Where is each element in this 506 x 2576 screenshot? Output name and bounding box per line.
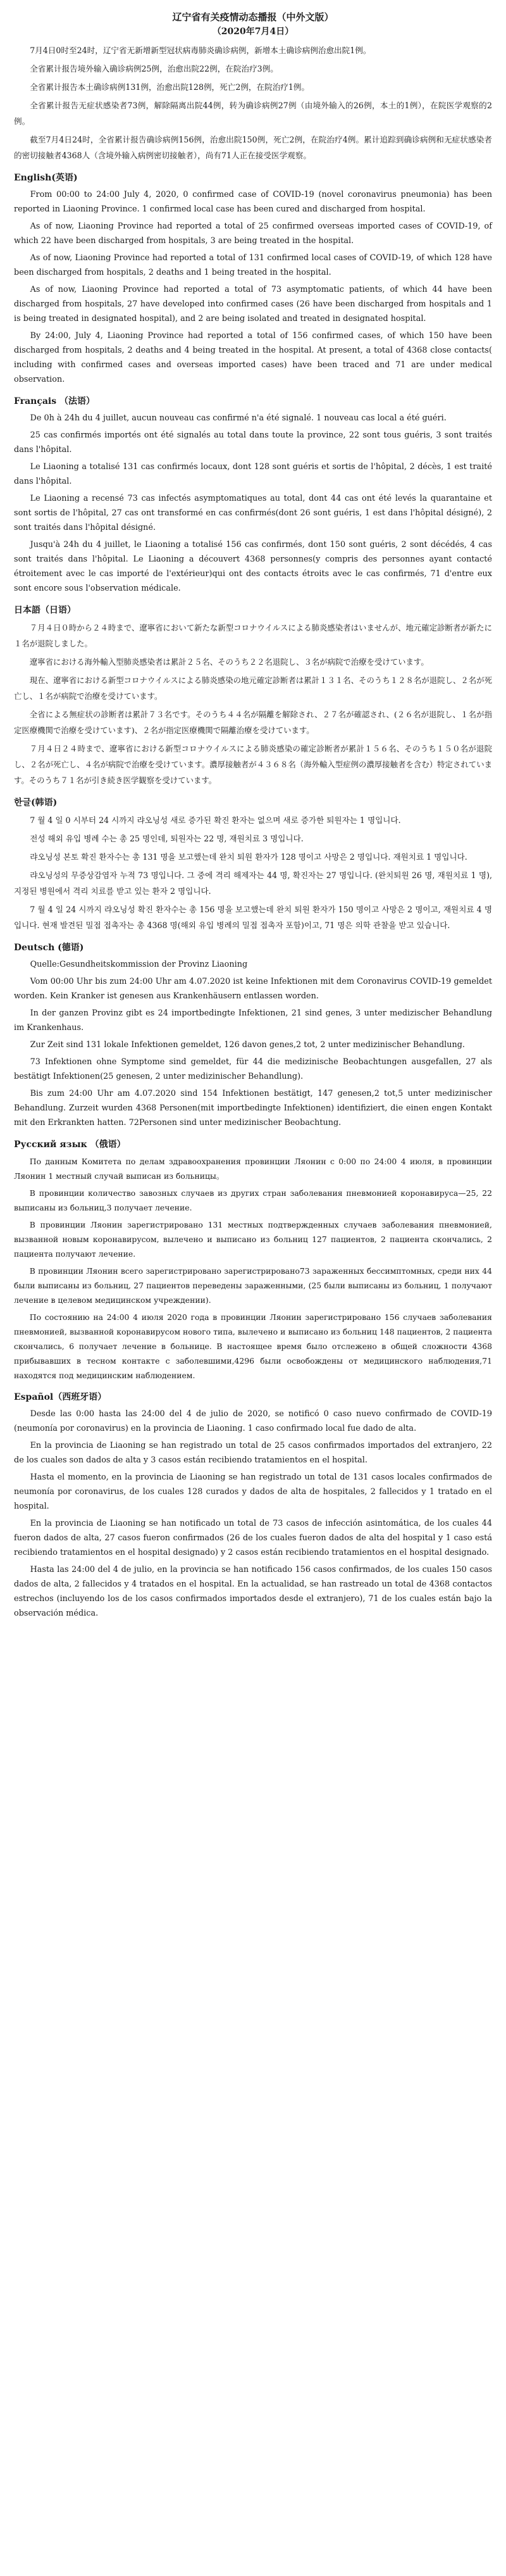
- paragraph: В провинции Ляонин всего зарегистрировано зарегистрировано73 зараженных бессимптомных, среди них 44 были выписаны из больниц, 27 пациентов переведены зараженными, (25 были выписаны из больниц, 1 получают лечение в целевом медицинском учреждении).: [14, 1266, 492, 1305]
- paragraph: En la provincia de Liaoning se han registrado un total de 25 casos confirmados importados del extranjero, 22 de los cuales son dados de alta y 3 casos están recibiendo tratamientos en el hospital.: [14, 1441, 492, 1465]
- paragraph: 전성 해외 유입 병례 수는 총 25 명인데, 퇴원자는 22 명, 재원치료 3 명입니다.: [30, 834, 304, 843]
- paragraph: 7 월 4 일 0 시부터 24 시까지 랴오닝성 새로 증가된 확진 환자는 없으며 새로 증가한 퇴원자는 1 명입니다.: [30, 815, 401, 825]
- paragraph: 7月4日0时至24时，辽宁省无新增新型冠状病毒肺炎确诊病例，新增本土确诊病例治愈出院1例。: [30, 46, 371, 55]
- section-ko: [14, 796, 492, 933]
- paragraph: In der ganzen Provinz gibt es 24 importbedingte Infektionen, 21 sind genes, 3 unter medizischer Behandlung im Krankenhaus.: [14, 1008, 492, 1033]
- paragraph: 랴오닝성의 무증상감염자 누적 73 명입니다. 그 중에 격리 해제자는 44 명, 확진자는 27 명입니다. (완치퇴원 26 명, 재원치료 1 명), 지정된 병원에서 격리 치료를 받고 있는 환자 2 명입니다.: [14, 870, 492, 896]
- paragraph: Le Liaoning a totalisé 131 cas confirmés locaux, dont 128 sont guéris et sortis de l'hôpital, 2 décès, 1 est traité dans l'hôpital.: [14, 462, 492, 486]
- paragraph: ７月４日２４時まで、遼寧省における新型コロナウイルスによる肺炎感染の確定診断者が累計１５６名、そのうち１５０名が退院し、２名が死亡し、４名が病院で治療を受けています。濃厚接触者が４３６８名（海外輸入型症例の濃厚接触者を含む）特定されています。そのうち７１名が引き続き医学観察を受けています。: [14, 744, 492, 785]
- section-de: [14, 941, 492, 1130]
- section-heading-es: Español（西班牙语）: [14, 1392, 107, 1402]
- paragraph: Bis zum 24:00 Uhr am 4.07.2020 sind 154 Infektionen bestätigt, 147 genesen,2 tot,5 unter medizinischer Behandlung. Zurzeit wurden 4368 Personen(mit importbedingte Infektionen) identifiziert, die einen engen Kontakt mit den Erkrankten hatten. 72Personen sind unter medizinischer Beobachtung.: [14, 1089, 492, 1128]
- paragraph: 25 cas confirmés importés ont été signalés au total dans toute la province, 22 sont tous guéris, 3 sont traités dans l'hôpital.: [14, 430, 492, 455]
- paragraph: По данным Комитета по делам здравоохранения провинции Ляонин с 0:00 по 24:00 4 июля, в провинции Ляонин 1 местный случай выписан из больницы。: [14, 1157, 492, 1181]
- paragraph: Hasta las 24:00 del 4 de julio, en la provincia se han notificado 156 casos confirmados, de los cuales 150 casos dados de alta, 2 fallecidos y 4 tratados en el hospital. En la actualidad, se han rastreado un total de 4368 contactos estrechos (incluyendo los de los casos confirmados importados desde el extranjero), 71 de los cuales están bajo la observación médica.: [14, 1565, 492, 1618]
- paragraph: As of now, Liaoning Province had reported a total of 25 confirmed overseas imported cases of COVID-19, of which 22 have been discharged from hospitals, 3 are being treated in the hospital.: [14, 222, 492, 246]
- paragraph: Jusqu'à 24h du 4 juillet, le Liaoning a totalisé 156 cas confirmés, dont 150 sont guéris, 2 sont décédés, 4 cas sont traités dans l'hôpital. Le Liaoning a découvert 4368 personnes(y compris des personnes ayant contacté étroitement avec le cas importé de l'extérieur)qui ont des contacts étroits avec le cas confirmés, 71 d'entre eux sont encore sous l'observation médicale.: [14, 540, 492, 593]
- section-heading-fr: Français （法语）: [14, 396, 95, 406]
- paragraph: Desde las 0:00 hasta las 24:00 del 4 de julio de 2020, se notificó 0 caso nuevo confirmado de COVID-19 (neumonía por coronavirus) en la provincia de Liaoning. 1 caso confirmado local fue dado de alta.: [14, 1409, 492, 1433]
- paragraph: Le Liaoning a recensé 73 cas infectés asymptomatiques au total, dont 44 cas ont été levés la quarantaine et sont sortis de l'hôpital, 27 cas ont transformé en cas confirmés(dont 26 sont guéris, 1 est dans l'hôpital désigné), 2 sont traités dans l'hôpital désigné.: [14, 494, 492, 532]
- bulletin-date: （2020年7月4日）: [212, 27, 294, 37]
- section-es: [14, 1390, 492, 1621]
- paragraph: 7 월 4 일 24 시까지 랴오닝성 확진 환자수는 총 156 명을 보고했는데 완치 퇴원 환자가 150 명이고 사망은 2 명이고, 재원치료 4 명입니다. 현재 발견된 밀접 접촉자는 총 4368 명(해외 유입 병례의 밀접 접촉자 포함)이고, 71 명은 의학 관찰을 받고 있습니다.: [14, 905, 492, 930]
- paragraph: 73 Infektionen ohne Symptome sind gemeldet, für 44 die medizinische Beobachtungen ausgefallen, 27 als bestätigt Infektionen(25 genesen, 2 unter medizinischer Behandlung).: [14, 1057, 492, 1081]
- section-heading-ko: 한글(韩语): [14, 798, 58, 808]
- bulletin-title: 辽宁省有关疫情动态播报（中外文版）: [172, 11, 334, 23]
- paragraph: By 24:00, July 4, Liaoning Province had reported a total of 156 confirmed cases, of which 150 have been discharged from hospitals, 2 deaths and 4 being treated in the hospital. At present, a total of 4368 close contacts( including with confirmed cases and overseas imported cases) have been traced and 71 are under medical observation.: [14, 331, 492, 384]
- section-heading-ru: Русский язык （俄语）: [14, 1140, 126, 1150]
- paragraph: Quelle:Gesundheitskommission der Provinz Liaoning: [30, 960, 248, 969]
- paragraph: En la provincia de Liaoning se han notificado un total de 73 casos de infección asintomática, de los cuales 44 fueron dados de alta, 27 casos fueron confirmados (26 de los cuales fueron dados de alta del hospital y 1 caso está recibiendo tratamientos en el hospital designado) y 2 casos están recibiendo tratamientos en el hospital designado.: [14, 1519, 492, 1557]
- section-zh: [14, 42, 492, 163]
- paragraph: 截至7月4日24时，全省累计报告确诊病例156例，治愈出院150例，死亡2例，在院治疗4例。累计追踪到确诊病例和无症状感染者的密切接触者4368人（含境外输入病例密切接触者），尚有71人正在接受医学观察。: [14, 135, 492, 160]
- paragraph: As of now, Liaoning Province had reported a total of 131 confirmed local cases of COVID-19, of which 128 have been discharged from hospitals, 2 deaths and 1 being treated in the hospital.: [14, 253, 492, 277]
- paragraph: 全省累计报告本土确诊病例131例，治愈出院128例，死亡2例，在院治疗1例。: [30, 82, 310, 92]
- paragraph: В провинции Ляонин зарегистрировано 131 местных подтвержденных случаев заболевания пневмонией, вызванной новым коронавирусом, вылечено и выписано из больниц 127 пациентов, 2 пациента скончались, 2 пациента получают лечение.: [14, 1220, 492, 1259]
- section-ru: [14, 1138, 492, 1383]
- section-heading-en: English(英语): [14, 173, 78, 183]
- paragraph: From 00:00 to 24:00 July 4, 2020, 0 confirmed case of COVID-19 (novel coronavirus pneumonia) has been reported in Liaoning Province. 1 confirmed local case has been cured and discharged from hospital.: [14, 190, 492, 214]
- paragraph: ７月４日０時から２４時まで、遼寧省において新たな新型コロナウイルスによる肺炎感染者はいませんが、地元確定診断者が新たに１名が退院しました。: [14, 623, 492, 648]
- paragraph: Zur Zeit sind 131 lokale Infektionen gemeldet, 126 davon genes,2 tot, 2 unter medizinischer Behandlung.: [30, 1040, 465, 1050]
- paragraph: 現在、遼寧省における新型コロナウイルスによる肺炎感染の地元確定診断者は累計１３１名、そのうち１２８名が退院し、２名が死亡し、１名が病院で治療を受けています。: [14, 675, 492, 701]
- section-fr: [14, 394, 492, 596]
- paragraph: В провинции количество завозных случаев из других стран заболевания пневмонией коронавируса—25, 22 выписаны из больниц,3 получает лечение.: [14, 1188, 492, 1212]
- paragraph: As of now, Liaoning Province had reported a total of 73 asymptomatic patients, of which 44 have been discharged from hospitals, 27 have developed into confirmed cases (26 have been discharged from hospitals and 1 is being treated in designated hospital), and 2 are being isolated and treated in designated hospital.: [14, 285, 492, 324]
- paragraph: 全省による無症状の診断者は累計７３名です。そのうち４４名が隔離を解除され、２７名が確認され、(２６名が退院し、１名が指定医療機関で治療を受けています)、２名が指定医療機関で隔離治療を受けています。: [14, 710, 492, 735]
- paragraph: De 0h à 24h du 4 juillet, aucun nouveau cas confirmé n'a été signalé. 1 nouveau cas local a été guéri.: [30, 413, 447, 423]
- section-heading-de: Deutsch (德语): [14, 943, 84, 953]
- paragraph: 全省累计报告无症状感染者73例，解除隔离出院44例，转为确诊病例27例（由境外输入的26例，本土的1例），在院医学观察的2例。: [14, 101, 492, 126]
- paragraph: Vom 00:00 Uhr bis zum 24:00 Uhr am 4.07.2020 ist keine Infektionen mit dem Coronavirus COVID-19 gemeldet worden. Kein Kranker ist genesen aus Krankenhäusern entlassen worden.: [14, 977, 492, 1001]
- section-ja: [14, 603, 492, 788]
- paragraph: По состоянию на 24:00 4 июля 2020 года в провинции Ляонин зарегистрировано 156 случаев заболевания пневмонией, вызванной коронавирусом нового типа, вылечено и выписано из больниц 148 пациентов, 2 пациента скончались, 6 получает лечение в больнице. В настоящее время было отслежено в общей сложности 4368 прибывавших в тесном контакте с заболевшими,4296 были освобождены от медицинского наблюдения,71 находятся под медицинским наблюдением.: [14, 1312, 492, 1380]
- section-en: [14, 171, 492, 387]
- language-sections: [14, 42, 492, 1621]
- paragraph: 遼寧省における海外輸入型肺炎感染者は累計２５名、そのうち２２名退院し、３名が病院で治療を受けています。: [29, 657, 429, 667]
- paragraph: 랴오닝성 본토 확진 환자수는 총 131 명을 보고했는데 완치 퇴원 환자가 128 명이고 사망은 2 명입니다. 재원치료 1 명입니다.: [30, 852, 467, 862]
- section-heading-ja: 日本語（日语）: [14, 605, 76, 615]
- paragraph: Hasta el momento, en la provincia de Liaoning se han registrado un total de 131 casos locales confirmados de neumonía por coronavirus, de los cuales 128 curados y dados de alta de hospitales, 2 fallecidos y 1 tratado en el hospital.: [14, 1473, 492, 1511]
- paragraph: 全省累计报告境外输入确诊病例25例，治愈出院22例，在院治疗3例。: [30, 64, 278, 73]
